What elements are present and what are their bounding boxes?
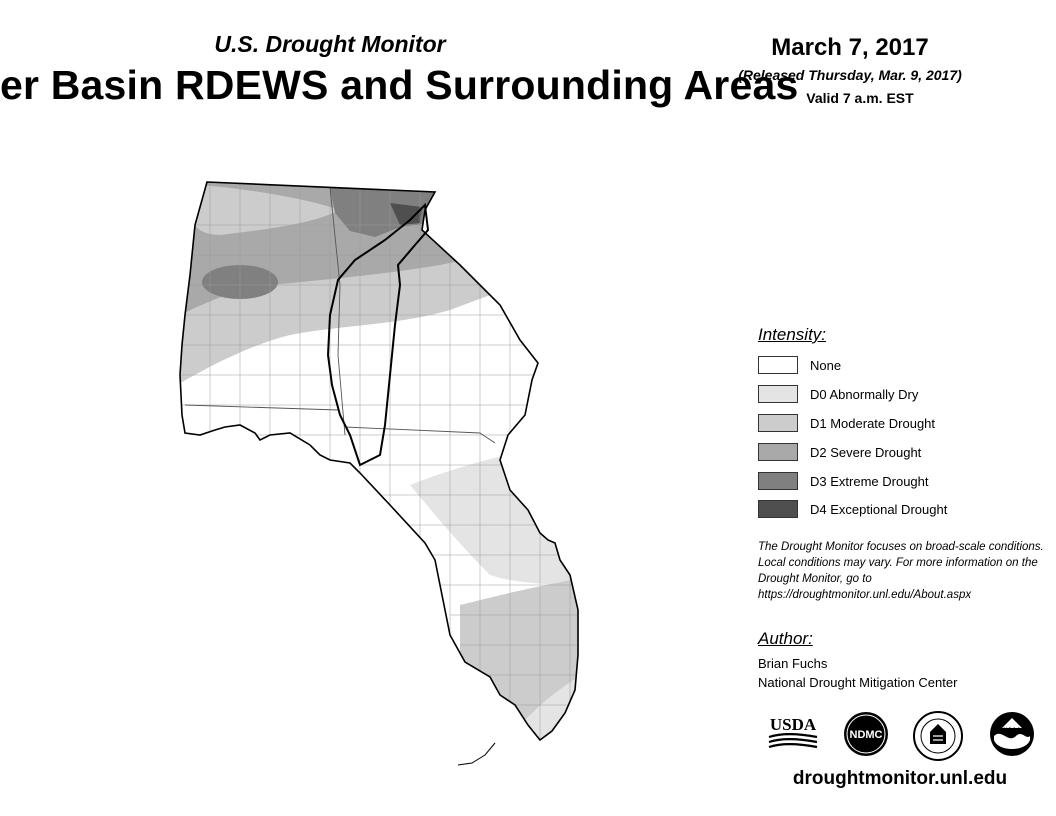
county-lines [180,165,600,765]
legend-item-d1 [758,413,935,433]
noaa-logo-text: NOAA [1003,728,1021,734]
legend-label: D3 Extreme Drought [810,473,929,489]
drought-map [160,165,600,775]
legend-swatch [758,385,798,403]
site-url-link[interactable]: droughtmonitor.unl.edu [792,768,1008,789]
florida-keys [458,743,495,765]
valid-time: Valid 7 a.m. EST [806,90,914,106]
map-title: er Basin RDEWS and Surrounding Areas [0,62,799,108]
noaa-logo [988,710,1036,758]
legend-swatch [758,414,798,432]
drought-intensity-layer [160,165,600,775]
commerce-seal-logo [912,710,964,762]
legend-label: D1 Moderate Drought [810,415,936,431]
author-heading: Author: [758,629,813,648]
legend-swatch [758,500,798,518]
usda-logo-text: USDA [769,715,817,734]
ndmc-logo-text: NDMC [849,729,883,741]
legend-label: None [810,357,842,373]
legend-label: D4 Exceptional Drought [810,501,948,517]
legend-item-d4 [758,499,947,519]
author-name: Brian Fuchs [758,656,828,671]
map-date: March 7, 2017 [771,34,929,61]
legend-swatch [758,356,798,374]
legend-item-d2 [758,442,921,462]
usda-logo [766,710,820,754]
legend-label: D0 Abnormally Dry [810,386,919,402]
author-organization: National Drought Mitigation Center [758,675,958,690]
disclaimer-note: The Drought Monitor focuses on broad-scale conditions. Local conditions may vary. For more information on the Drought Monitor, go to https://droughtmonitor.unl.edu/About.aspx [758,541,1044,601]
legend-label: D2 Severe Drought [810,444,922,460]
legend-item-d0 [758,384,918,404]
legend-heading: Intensity: [758,325,827,344]
legend-swatch [758,472,798,490]
ndmc-logo [842,710,890,758]
monitor-title: U.S. Drought Monitor [214,31,446,57]
legend-swatch [758,443,798,461]
legend-item-d3 [758,471,929,491]
legend-item-none [758,355,841,375]
release-date: (Released Thursday, Mar. 9, 2017) [738,67,962,83]
